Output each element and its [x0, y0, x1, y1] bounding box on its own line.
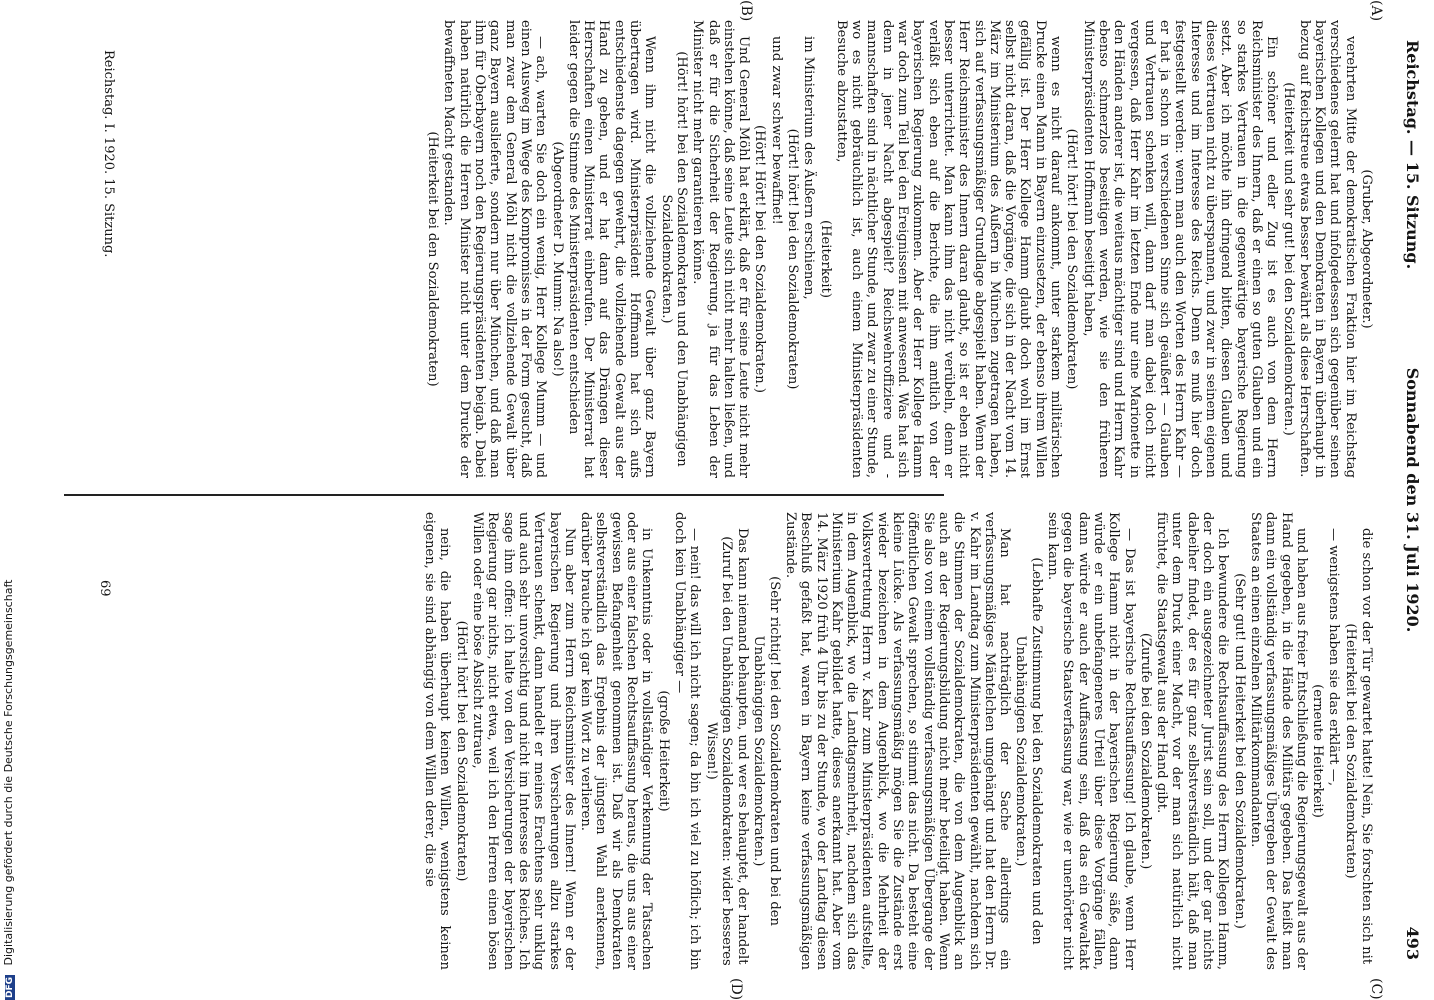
paragraph: in Unkenntnis oder in vollständiger Verkennung der Tatsachen oder aus einer falschen Rechtsauffassung heraus, die uns aus einer gewissen Befangenheit genommen ist. Daß wir als Demokraten selbstverständlich das Ergebnis der jüngsten Wahl anerkennen, darüber brauche ich gar kein Wort zu verlieren.	[578, 512, 655, 970]
right-text-column	[134, 512, 1374, 970]
rotated-page	[54, 0, 1434, 1000]
margin-mark-d: (D)	[728, 978, 744, 1000]
interjection: (Heiterkeit bei den Sozialdemokraten)	[1342, 623, 1358, 879]
paragraph: und haben aus freier Entschließung die Regierungsgewalt aus der Hand gegeben, in die Hände des Militärs gegeben. Das heißt man dann ein vollständig verfassungsmäßiges Übergeben der Gewalt des Staates an einen einzelnen Militärkommandanten.	[1247, 512, 1309, 970]
paragraph: nein, die haben überhaupt keinen Willen, wenigstens keinen eigenen, sie sind abhängig von dem Willen derer, die sie	[422, 512, 453, 970]
interjection: (Lebhafte Zustimmung bei den Sozialdemokraten und den Unabhängigen Sozialdemokraten.)	[1013, 557, 1044, 945]
header-date: Sonnabend den 31. Juli 1920.	[1403, 367, 1422, 633]
credit-text: Digitalisierung gefördert durch die Deutsche Forschungsgemeinschaft	[2, 579, 15, 966]
interjection: (Zurufe bei den Sozialdemokraten.)	[1137, 632, 1153, 870]
paragraph: Das kann niemand behaupten, und wer es behauptet, der handelt	[735, 528, 751, 965]
paragraph: verehrten Mitte der demokratischen Fraktion hier im Reichstag verschiedenes gelernt hat und infolgedessen sich gegenüber seinen bayerischen Kollegen und den Demokraten in Bayern überhaupt in bezug auf Reichstreue etwas besser bewährt als diese Herrschaften.	[1296, 20, 1358, 478]
page-number: 493	[1403, 926, 1422, 960]
interjection: (Hört! hört! bei den Sozialdemokraten)	[785, 128, 801, 390]
page-footer	[76, 40, 116, 960]
paragraph: Nun aber zum Herrn Reichsminister des Innern! Wenn er der bayerischen Regierung und ihren Versicherungen allzu starkes Vertrauen schenkt, dann handelt er meines Erachtens sehr unklug und auch sehr unvorsichtig und nicht im Interesse des Reiches. Ich sage ihm offen: ich halte von den Versicherungen der bayerischen Regierung gar nichts, nicht etwa, weil ich den Herren einen bösen Willen oder eine böse Absicht zutraue,	[470, 512, 577, 970]
margin-mark-c: (C)	[1368, 978, 1384, 1000]
interjection: (große Heiterkeit)	[655, 690, 671, 812]
interjection: (Sehr richtig! bei den Sozialdemokraten und bei den Unabhängigen Sozialdemokraten.)	[751, 576, 782, 926]
paragraph: wenn es nicht darauf ankommt, unter starkem militärischen Drucke einen Mann in Bayern einzusetzen, der ebenso ihrem Willen gefällig ist. Der Herr Kollege Hamm glaubt doch wohl im Ernst selbst nicht daran, daß die Vorgänge, die sich in der Nacht vom 14. März im Ministerium des Äußern in München zugetragen haben, sich auf verfassungsmäßiger Grundlage abgespielt haben. Wenn der Herr Reichsminister des Innern daran glaubt, so ist er eben nicht besser unterrichtet. Man kann ihm das nicht verübeln, denn er verläßt sich eben auf die Berichte, die ihm amtlich von der bayerischen Regierung zukommen. Aber der Herr Kollege Hamm war doch zum Teil bei den Ereignissen mit anwesend. Was hat sich denn in jener Nacht abgespielt? Reichswehroffiziere und -mannschaften sind in nächtlicher Stunde, und zwar zu einer Stunde, wo es nicht gebräuchlich ist, auch einem Ministerpräsidenten Besuche abzustatten,	[833, 20, 1064, 478]
paragraph: und zwar schwer bewaffnet!	[768, 36, 784, 225]
paragraph: Und General Möhl hat erklärt, daß er für seine Leute nicht mehr einstehen könne, daß seine Leute sich nicht mehr halten ließen, und daß er für die Sicherheit der Regierung, ja für das Leben der Minister nicht mehr garantieren könne.	[690, 20, 752, 478]
paragraph: im Ministerium des Äußern erschienen,	[801, 36, 817, 300]
digitization-credit	[2, 10, 16, 1000]
paragraph: — Das ist bayerische Rechtsauffassung! Ich glaube, wenn Herr Kollege Hamm nicht in der bayerischen Regierung säße, dann würde er ein unbefangeneres Urteil über diese Vorgänge fällen, dann würde er auch der Auffassung sein, daß das ein Gewaltakt gegen die bayerische Staatsverfassung war, wie er unerhörter nicht sein kann.	[1045, 512, 1137, 970]
interjection: (Heiterkeit und sehr gut! bei den Sozialdemokraten.)	[1280, 82, 1296, 436]
interjection: (Heiterkeit)	[817, 220, 833, 298]
dfg-logo: DFG	[5, 976, 15, 998]
paragraph: — wenigstens haben sie das erklärt —,	[1326, 528, 1342, 786]
interjection: (Hört! hört! bei den Sozialdemokraten und den Unabhängigen Sozialdemokraten.)	[658, 51, 689, 467]
paragraph: die schon vor der Tür gewartet hatte! Nein, Sie forschten sich nit	[1359, 528, 1374, 965]
paragraph: — ach, warten Sie doch ein wenig, Herr Kollege Mumm — und einen Ausweg im Wege des Kompromisses in der Form gesucht, daß man zwar dem General Möhl nicht die vollziehende Gewalt über ganz Bayern auslieferte, sondern nur über München, und daß man ihm für Oberbayern noch den Regierungspräsidenten beigab. Dabei haben natürlich die Herren Minister nicht unter dem Drucke der bewaffneten Macht gestanden.	[441, 20, 549, 478]
interjection: (Hört! Hört! bei den Sozialdemokraten.)	[752, 125, 768, 393]
interjection: (Hört! hört! bei den Sozialdemokraten)	[453, 620, 469, 882]
column-divider	[64, 494, 944, 496]
margin-mark-a: (A)	[1368, 0, 1384, 22]
interjection: (Sehr gut! und Heiterkeit bei den Sozialdemokraten.)	[1231, 573, 1247, 929]
header-title: Reichstag. — 15. Sitzung.	[1403, 40, 1422, 270]
paragraph: Ich bewundere die Rechtsauffassung des Herrn Kollegen Hamm, der doch ein ausgezeichneter Jurist sein soll, und der gar nichts dabeiher findet, der es für ganz selbstverständlich hält, daß man unter dem Druck einer Macht, vor der man sich natürlich nicht fürchtet, die Staatsgewalt aus der Hand gibt.	[1154, 512, 1231, 970]
page-header	[1394, 40, 1422, 960]
interjection: (Zuruf bei den Unabhängigen Sozialdemokraten: wider besseres Wissen!)	[703, 536, 734, 966]
interjection: (erneute Heiterkeit)	[1310, 684, 1326, 818]
left-text-column	[134, 20, 1374, 478]
interjection: (Hört! hört! bei den Sozialdemokraten)	[1064, 128, 1080, 390]
paragraph: — nein! das will ich nicht sagen; da bin ich viel zu höflich; ich bin doch kein Unabhängiger —	[671, 512, 703, 970]
paragraph: Ein schöner und edler Zug ist es auch von dem Herrn Reichsminister des Innern, daß er einen so guten Glauben und ein so starkes Vertrauen in die gegenwärtige bayerische Regierung setzt. Aber ich möchte ihn dringend bitten, diesen Glauben und dieses Vertrauen nicht zu überspannen, und zwar in seinem eigenen Interesse und im Interesse des Reichs. Denn es muß hier doch festgestellt werden: wenn man auch den Worten des Herrn Kahr — er hat ja schon in verschiedenen Sinne sich geäußert — Glauben und Vertrauen schenken will, dann darf man dabei doch nicht vergessen, daß Herr Kahr im letzten Ende nur eine Marionette in den Händen anderer ist, die weitaus mächtiger sind und Herrn Kahr ebenso schmerzlos beseitigen werden, wie sie den früheren Ministerpräsidenten Hoffmann beseitigt haben,	[1080, 20, 1280, 478]
paragraph: Man hat nachträglich der Sache allerdings ein verfassungsmäßiges Mäntelchen umgehängt und hat den Herrn Dr. v. Kahr im Landtag zum Ministerpräsidenten gewählt, nachdem sich die Stimmen der Sozialdemokraten, die von dem Augenblick an auch an der Regierungsbildung nicht mehr beteiligt haben. Wenn Sie also von einem vollständig verfassungsmäßigen Übergange der öffentlichen Gewalt sprechen, so stimmt das nicht. Da besteht eine kleine Lücke. Als verfassungsmäßig mögen Sie die Zustände erst wieder bezeichnen in dem Augenblick, wo die Mehrheit der Volksvertretung Herrn v. Kahr zum Ministerpräsidenten aufstellte, in dem Augenblick, wo die Landtagsmehrheit, nachdem sich das Ministerium Kahr gebildet hatte, dieses anerkannt hat. Aber vom 14. März 1920 früh 4 Uhr bis zu der Stunde, wo der Landtag diesen Beschluß gefaßt hat, waren in Bayern keine verfassungsmäßigen Zustände.	[783, 512, 1013, 970]
interjection: (Heiterkeit bei den Sozialdemokraten)	[425, 131, 441, 387]
footer-source: Reichstag. I. 1920. 15. Sitzung.	[101, 50, 116, 258]
interjection: (Gruber, Abgeordneter.)	[1359, 169, 1374, 329]
interjection: (Abgeordneter D. Mumm: Na also!)	[549, 141, 565, 377]
margin-mark-b: (B)	[738, 0, 754, 22]
footer-sheet-number: 69	[97, 580, 112, 597]
paragraph: Wenn ihm nicht die vollziehende Gewalt über ganz Bayern übertragen wird. Ministerpräsident Hoffmann hat sich aufs entschiedenste dagegen gewehrt, die vollziehende Gewalt aus der Hand zu geben, und er hat dann auf das Drängen dieser Herrschaften einen Ministerrat einberufen. Der Ministerrat hat leider gegen die Stimme des Ministerpräsidenten entschieden	[565, 20, 658, 478]
